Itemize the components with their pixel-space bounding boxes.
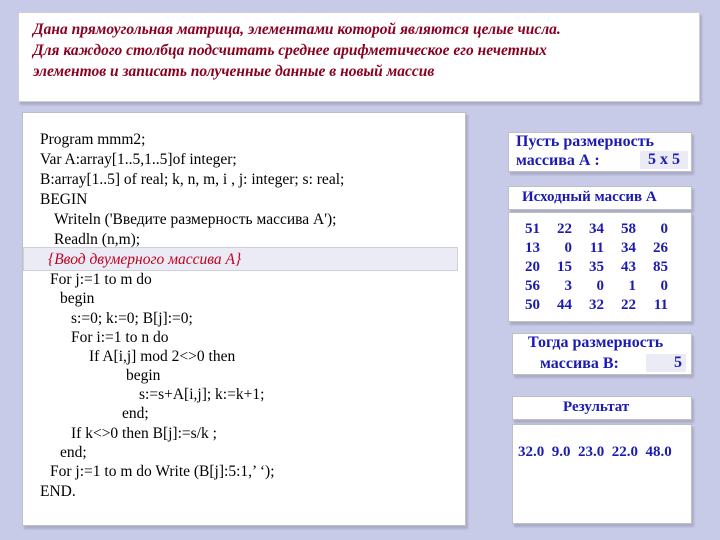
code-line-readln: Readln (n,m);	[54, 231, 141, 248]
dimension-b-label-2: массива В:	[540, 355, 619, 372]
source-matrix	[512, 220, 692, 315]
task-line-3: элементов и записать полученные данные в новый массив	[33, 63, 435, 80]
matrix-cell: 85	[653, 259, 668, 275]
source-array-title: Исходный массив А	[522, 189, 657, 205]
dimension-a-value: 5 х 5	[640, 151, 688, 169]
matrix-cell: 34	[621, 240, 636, 256]
matrix-cell: 44	[557, 297, 572, 313]
matrix-cell: 34	[589, 221, 604, 237]
code-line-var-b: B:array[1..5] of real; k, n, m, i , j: integer; s: real;	[40, 171, 345, 188]
code-line-begin-outer: begin	[60, 290, 95, 307]
matrix-cell: 1	[628, 278, 636, 294]
matrix-row-1	[512, 220, 692, 239]
matrix-cell: 22	[621, 297, 636, 313]
code-line-end-inner: end;	[122, 405, 149, 422]
code-line-writeln: Writeln ('Введите размерность массива А');	[54, 211, 337, 228]
result-values: 32.0 9.0 23.0 22.0 48.0	[518, 444, 672, 460]
code-line-program: Program mmm2;	[40, 131, 146, 148]
code-line-end-outer: end;	[60, 444, 87, 461]
matrix-cell: 22	[557, 221, 572, 237]
matrix-cell: 32	[589, 297, 604, 313]
matrix-cell: 43	[621, 259, 636, 275]
matrix-row-3	[512, 258, 692, 277]
matrix-cell: 51	[525, 221, 540, 237]
matrix-row-5	[512, 296, 692, 315]
matrix-cell: 50	[525, 297, 540, 313]
dimension-a-label-1: Пусть размерность	[516, 133, 655, 150]
matrix-row-4	[512, 277, 692, 296]
code-line-begin-inner: begin	[126, 367, 161, 384]
matrix-cell: 56	[525, 278, 540, 294]
matrix-cell: 11	[653, 297, 668, 313]
dimension-b-label-1: Тогда размерность	[528, 334, 664, 351]
matrix-cell: 0	[596, 278, 604, 294]
matrix-cell: 13	[525, 240, 540, 256]
matrix-cell: 3	[564, 278, 572, 294]
matrix-cell: 0	[660, 221, 668, 237]
code-line-begin: BEGIN	[40, 191, 88, 208]
matrix-cell: 11	[589, 240, 604, 256]
matrix-cell: 26	[653, 240, 668, 256]
task-line-2: Для каждого столбца подсчитать среднее арифметическое его нечетных	[33, 42, 547, 59]
code-line-sum: s:=s+A[i,j]; k:=k+1;	[139, 386, 265, 403]
task-statement-box	[18, 12, 700, 102]
code-line-end: END.	[40, 483, 76, 500]
dimension-a-label-2: массива А :	[516, 152, 600, 169]
code-line-if-odd: If A[i,j] mod 2<>0 then	[89, 348, 236, 365]
task-line-1: Дана прямоугольная матрица, элементами которой являются целые числа.	[33, 21, 561, 38]
code-line-if-k: If k<>0 then B[j]:=s/k ;	[71, 425, 217, 442]
code-line-comment: {Ввод двумерного массива А}	[48, 251, 242, 268]
matrix-cell: 20	[525, 259, 540, 275]
code-line-write: For j:=1 to m do Write (B[j]:5:1,’ ‘);	[50, 463, 275, 480]
matrix-cell: 0	[564, 240, 572, 256]
code-line-init: s:=0; k:=0; B[j]:=0;	[71, 310, 193, 327]
matrix-cell: 15	[557, 259, 572, 275]
dimension-b-value: 5	[646, 354, 686, 372]
code-line-for-i: For i:=1 to n do	[71, 329, 169, 346]
matrix-row-2	[512, 239, 692, 258]
code-line-var: Var A:array[1..5,1..5]of integer;	[40, 151, 237, 168]
result-title: Результат	[563, 399, 630, 415]
code-line-for-j: For j:=1 to m do	[50, 271, 152, 288]
matrix-cell: 58	[621, 221, 636, 237]
matrix-cell: 35	[589, 259, 604, 275]
matrix-cell: 0	[660, 278, 668, 294]
result-panel	[512, 424, 692, 524]
